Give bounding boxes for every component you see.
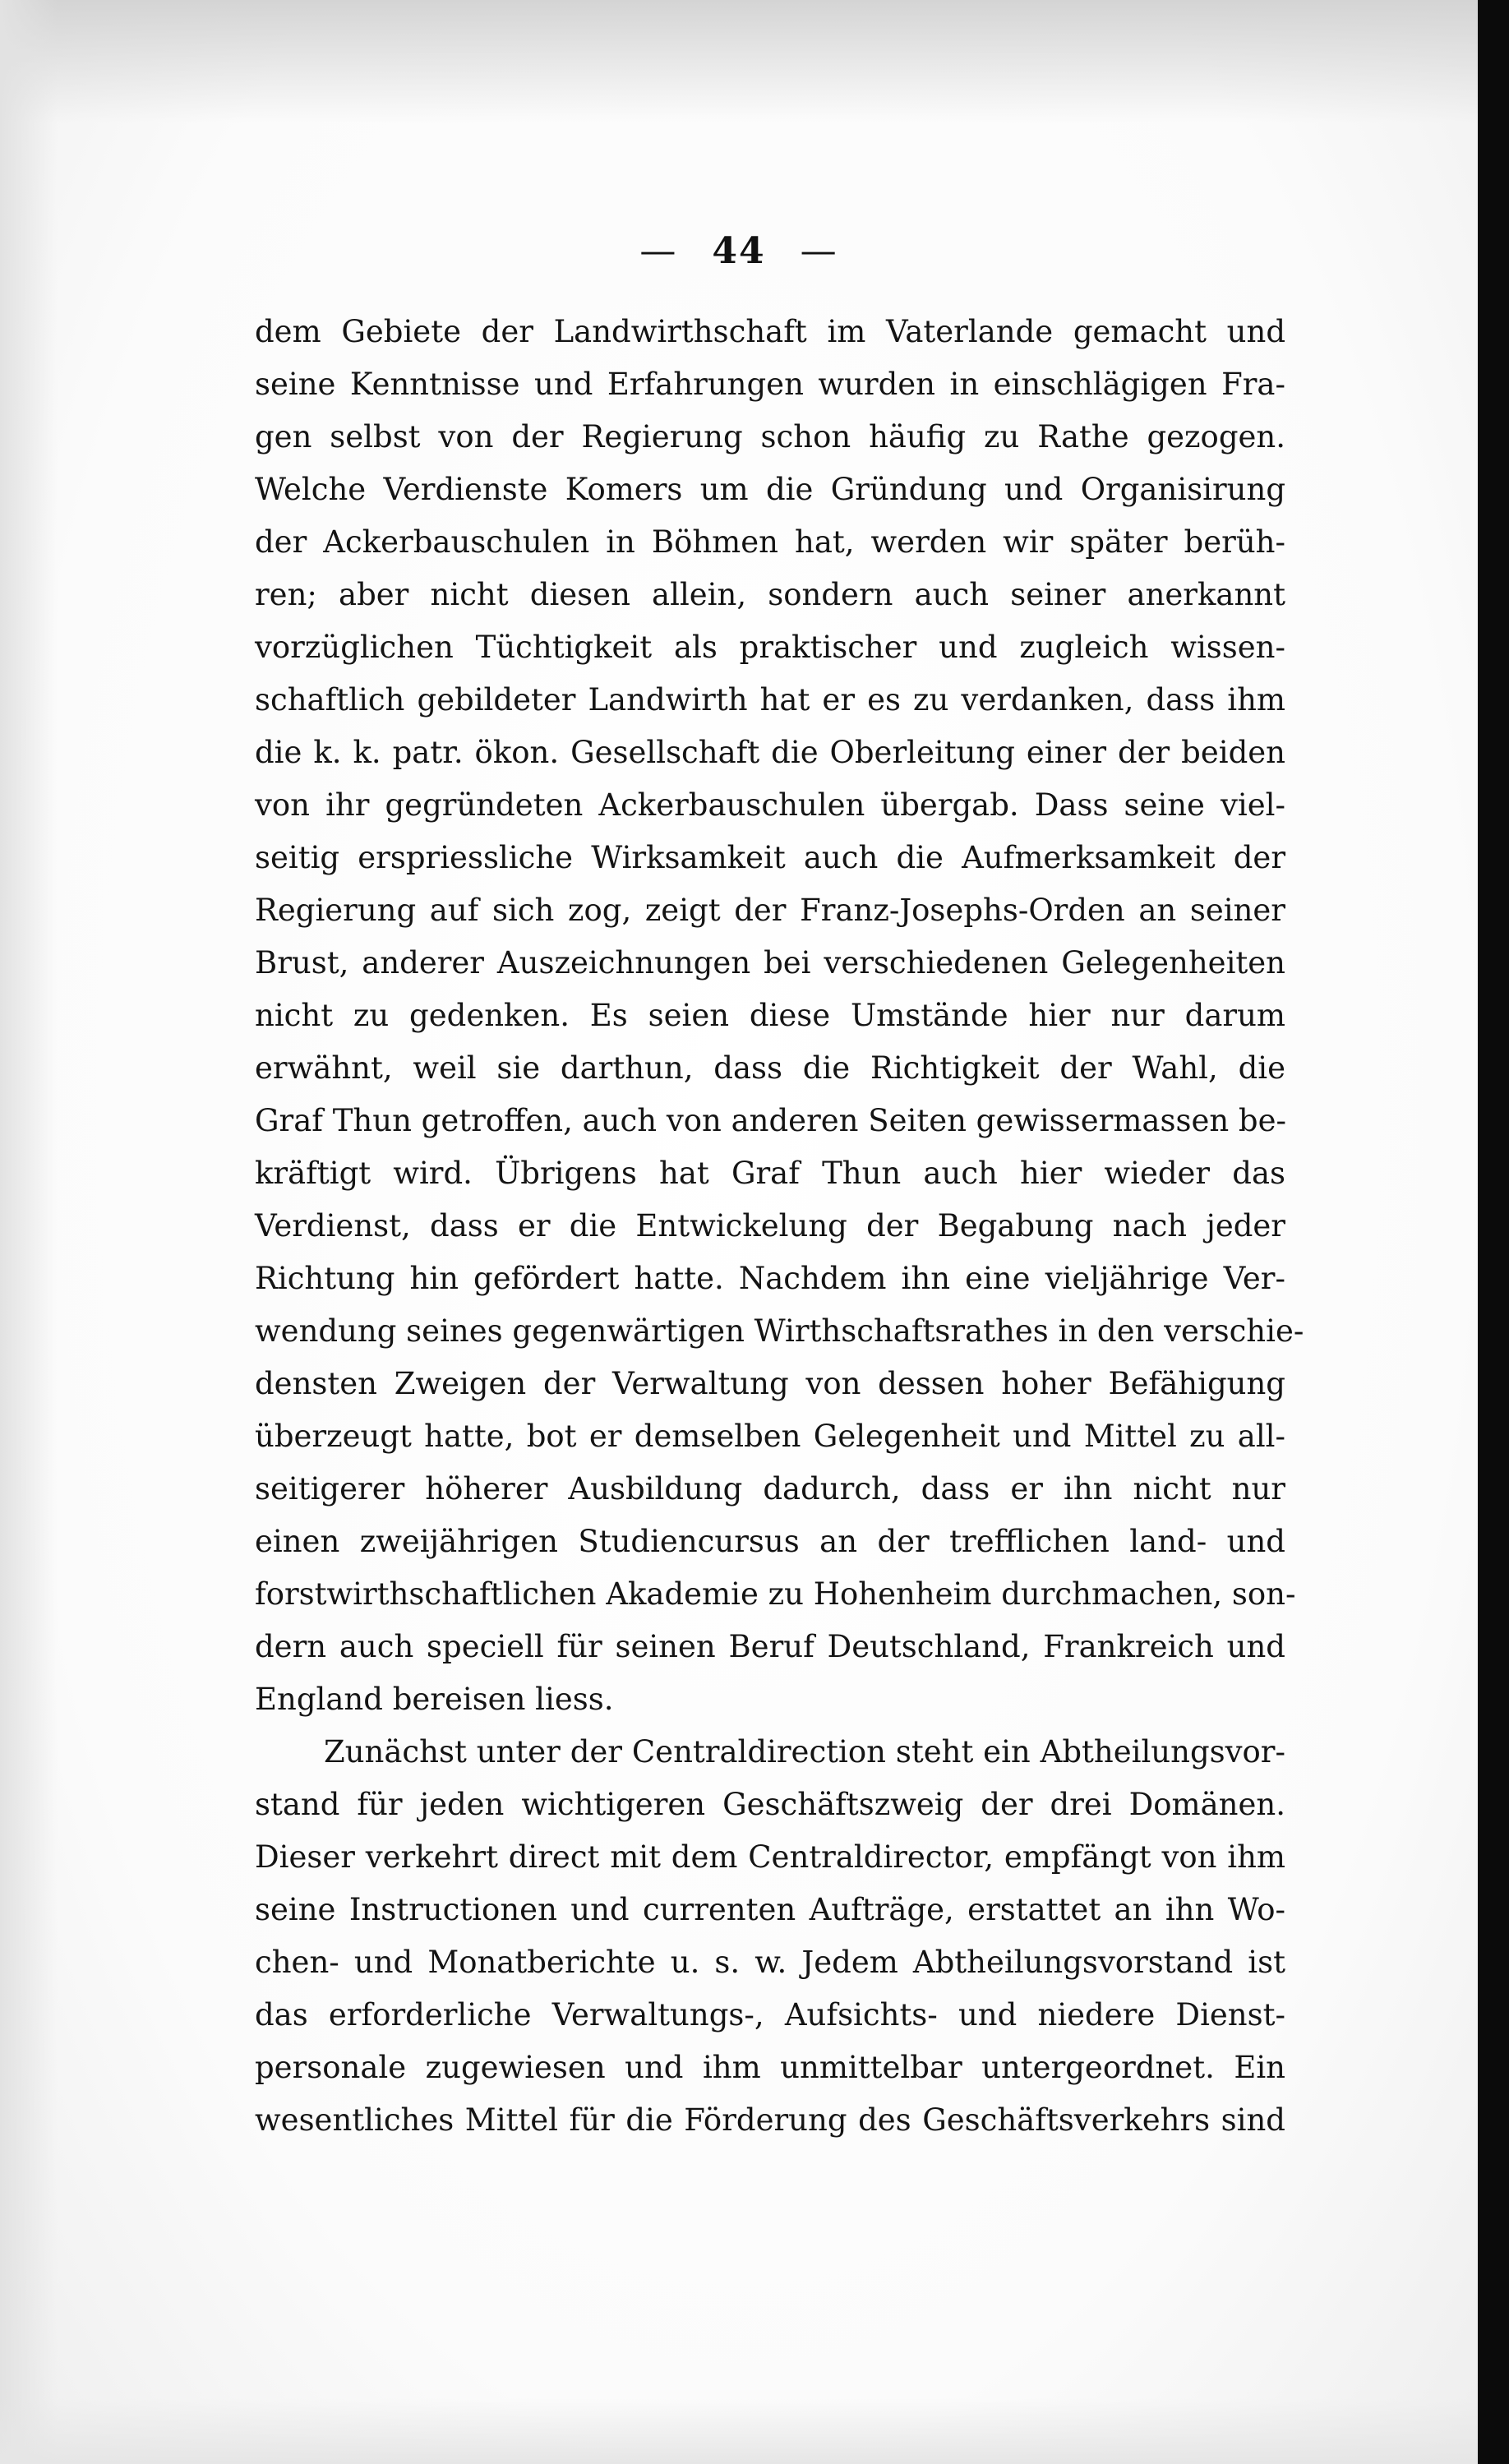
text-line: Brust, anderer Auszeichnungen bei verschiedenen Gelegenheiten [255, 945, 1285, 981]
text-line: nicht zu gedenken. Es seien diese Umstände hier nur darum [255, 998, 1285, 1033]
text-line: personale zugewiesen und ihm unmittelbar untergeordnet. Ein [255, 2050, 1285, 2085]
text-line: der Ackerbauschulen in Böhmen hat, werden wir später berüh- [255, 524, 1285, 560]
text-line: von ihr gegründeten Ackerbauschulen übergab. Dass seine viel- [255, 787, 1285, 823]
text-line: gen selbst von der Regierung schon häufig zu Rathe gezogen. [255, 419, 1285, 455]
header-dash-left: — [639, 230, 678, 272]
text-line: schaftlich gebildeter Landwirth hat er es zu verdanken, dass ihm [255, 682, 1285, 718]
paragraph-end-line: England bereisen liess. [255, 1682, 614, 1717]
text-line: wesentliches Mittel für die Förderung des Geschäftsverkehrs sind [255, 2102, 1285, 2138]
text-line: wendung seines gegenwärtigen Wirthschaftsrathes in den verschie- [255, 1313, 1304, 1349]
page-number: 44 [712, 230, 766, 272]
header-dash-right: — [800, 230, 838, 272]
text-line: densten Zweigen der Verwaltung von dessen hoher Befähigung [255, 1366, 1285, 1401]
text-line: vorzüglichen Tüchtigkeit als praktischer und zugleich wissen- [255, 630, 1285, 665]
scan-shadow-left [0, 0, 58, 2464]
text-line: einen zweijährigen Studiencursus an der trefflichen land- und [255, 1524, 1285, 1559]
text-line: dem Gebiete der Landwirthschaft im Vaterlande gemacht und [255, 314, 1285, 349]
text-line: forstwirthschaftlichen Akademie zu Hohenheim durchmachen, son- [255, 1576, 1296, 1612]
text-line: seine Kenntnisse und Erfahrungen wurden in einschlägigen Fra- [255, 367, 1285, 402]
text-line: Richtung hin gefördert hatte. Nachdem ihn eine vieljährige Ver- [255, 1261, 1285, 1296]
text-line: Regierung auf sich zog, zeigt der Franz-Josephs-Orden an seiner [255, 893, 1285, 928]
text-line: dern auch speciell für seinen Beruf Deutschland, Frankreich und [255, 1629, 1285, 1664]
text-line: Dieser verkehrt direct mit dem Centraldirector, empfängt von ihm [255, 1839, 1285, 1875]
text-line: überzeugt hatte, bot er demselben Gelegenheit und Mittel zu all- [255, 1419, 1285, 1454]
text-line: seitig erspriessliche Wirksamkeit auch die Aufmerksamkeit der [255, 840, 1285, 875]
text-line: kräftigt wird. Übrigens hat Graf Thun auch hier wieder das [255, 1156, 1285, 1191]
scan-shadow-bottom [0, 2398, 1478, 2464]
body-text [255, 306, 1304, 2147]
text-line: seitigerer höherer Ausbildung dadurch, dass er ihn nicht nur [255, 1471, 1285, 1507]
text-line: chen- und Monatberichte u. s. w. Jedem Abtheilungsvorstand ist [255, 1945, 1285, 1980]
text-line: seine Instructionen und currenten Aufträge, erstattet an ihn Wo- [255, 1892, 1285, 1927]
paragraph-start-line: Zunächst unter der Centraldirection steht ein Abtheilungsvor- [324, 1734, 1285, 1770]
text-line: Graf Thun getroffen, auch von anderen Seiten gewissermassen be- [255, 1103, 1287, 1138]
text-line: das erforderliche Verwaltungs-, Aufsichts- und niedere Dienst- [255, 1997, 1285, 2033]
scan-shadow-top [0, 0, 1478, 123]
text-line: erwähnt, weil sie darthun, dass die Richtigkeit der Wahl, die [255, 1050, 1285, 1086]
text-line: ren; aber nicht diesen allein, sondern auch seiner anerkannt [255, 577, 1285, 612]
text-line: stand für jeden wichtigeren Geschäftszweig der drei Domänen. [255, 1787, 1285, 1822]
text-line: Verdienst, dass er die Entwickelung der Begabung nach jeder [255, 1208, 1285, 1244]
text-line: die k. k. patr. ökon. Gesellschaft die Oberleitung einer der beiden [255, 735, 1285, 770]
text-line: Welche Verdienste Komers um die Gründung und Organisirung [255, 472, 1285, 507]
page-header [0, 230, 1478, 272]
